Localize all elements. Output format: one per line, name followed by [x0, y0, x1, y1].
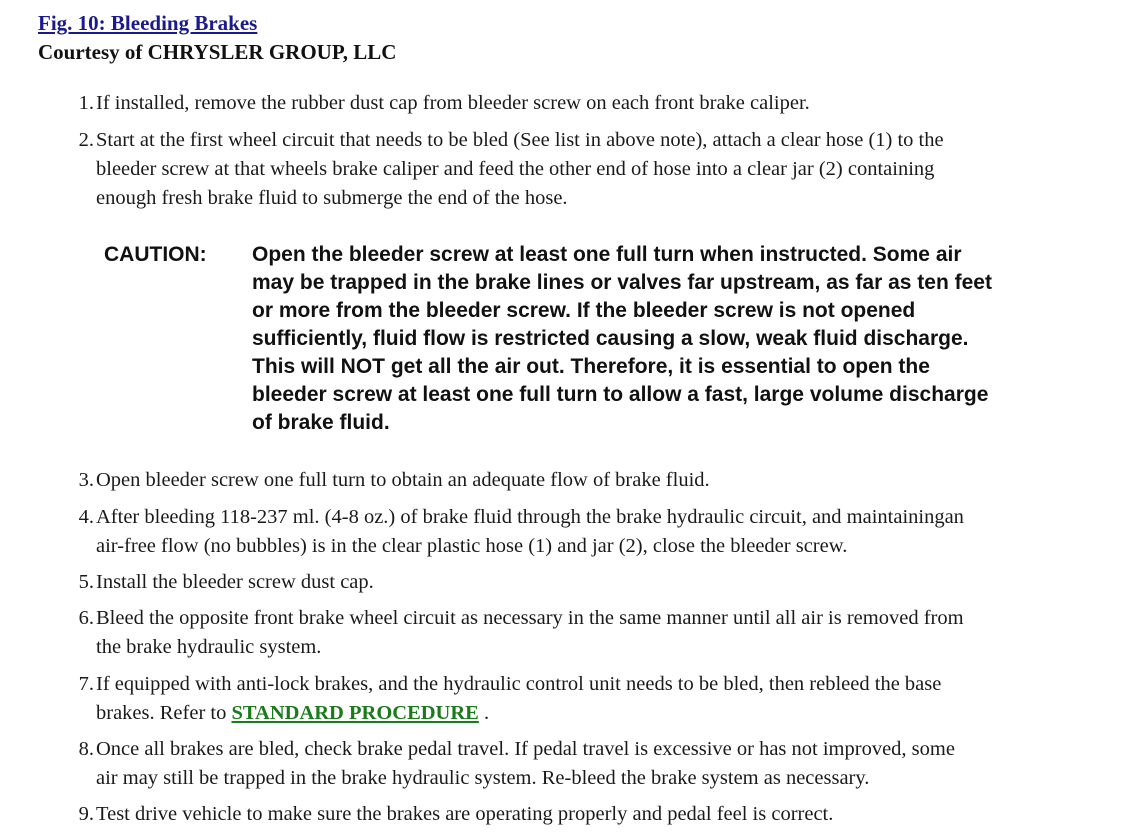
caution-text-line: may be trapped in the brake lines or valves far upstream, as far as ten feet	[252, 271, 992, 294]
step-number: 5.	[78, 571, 94, 593]
step-text-line: Install the bleeder screw dust cap.	[96, 571, 374, 593]
step-number: 9.	[78, 803, 94, 825]
step-text-line: If installed, remove the rubber dust cap from bleeder screw on each front brake caliper.	[96, 92, 810, 114]
caution-text-line: bleeder screw at least one full turn to allow a fast, large volume discharge	[252, 383, 989, 406]
step-text-line: enough fresh brake fluid to submerge the end of the hose.	[96, 187, 568, 209]
step-number: 6.	[78, 607, 94, 629]
step-text-line: Open bleeder screw one full turn to obtain an adequate flow of brake fluid.	[96, 469, 710, 491]
step-number: 4.	[78, 506, 94, 528]
caution-text-line: Open the bleeder screw at least one full turn when instructed. Some air	[252, 243, 962, 266]
step-text-line: bleeder screw at that wheels brake caliper and feed the other end of hose into a clear jar (2) containing	[96, 158, 935, 180]
step-text-suffix: .	[478, 702, 490, 724]
courtesy-line: Courtesy of CHRYSLER GROUP, LLC	[38, 40, 397, 64]
standard-procedure-link[interactable]: STANDARD PROCEDURE	[231, 702, 479, 724]
step-5	[70, 568, 1110, 597]
step-7	[70, 670, 1110, 728]
caution-text-line: sufficiently, fluid flow is restricted causing a slow, weak fluid discharge.	[252, 327, 969, 350]
step-text-line: the brake hydraulic system.	[96, 636, 322, 658]
step-text-line: Once all brakes are bled, check brake pedal travel. If pedal travel is excessive or has not improved, some	[96, 738, 955, 760]
step-text-line: After bleeding 118-237 ml. (4-8 oz.) of brake fluid through the brake hydraulic circuit, and maintainingan	[96, 506, 964, 528]
step-number: 2.	[78, 129, 94, 151]
caution-text-line: This will NOT get all the air out. Therefore, it is essential to open the	[252, 355, 930, 378]
step-3	[70, 466, 1110, 495]
step-number: 1.	[78, 92, 94, 114]
step-6	[70, 604, 1110, 662]
caution-label: CAUTION:	[104, 243, 207, 266]
step-8	[70, 735, 1110, 793]
step-text-line	[96, 699, 1110, 728]
step-text-line: If equipped with anti-lock brakes, and the hydraulic control unit needs to be bled, then rebleed the base	[96, 673, 942, 695]
step-1	[70, 89, 1110, 118]
step-4	[70, 503, 1110, 561]
step-number: 7.	[78, 673, 94, 695]
step-number: 3.	[78, 469, 94, 491]
step-2	[70, 126, 1110, 213]
caution-text	[252, 241, 1092, 437]
figure-title-link[interactable]: Fig. 10: Bleeding Brakes	[38, 11, 258, 35]
step-text-line: air-free flow (no bubbles) is in the clear plastic hose (1) and jar (2), close the bleeder screw.	[96, 535, 848, 557]
step-text-line: Test drive vehicle to make sure the brakes are operating properly and pedal feel is correct.	[96, 803, 834, 825]
step-text-prefix: brakes. Refer to	[96, 702, 232, 724]
step-number: 8.	[78, 738, 94, 760]
step-text-line: air may still be trapped in the brake hydraulic system. Re-bleed the brake system as necessary.	[96, 767, 870, 789]
step-text-line: Start at the first wheel circuit that needs to be bled (See list in above note), attach a clear hose (1) to the	[96, 129, 944, 151]
caution-text-line: or more from the bleeder screw. If the bleeder screw is not opened	[252, 299, 916, 322]
caution-text-line: of brake fluid.	[252, 411, 390, 434]
step-text-line: Bleed the opposite front brake wheel circuit as necessary in the same manner until all air is removed from	[96, 607, 964, 629]
step-9	[70, 800, 1110, 829]
